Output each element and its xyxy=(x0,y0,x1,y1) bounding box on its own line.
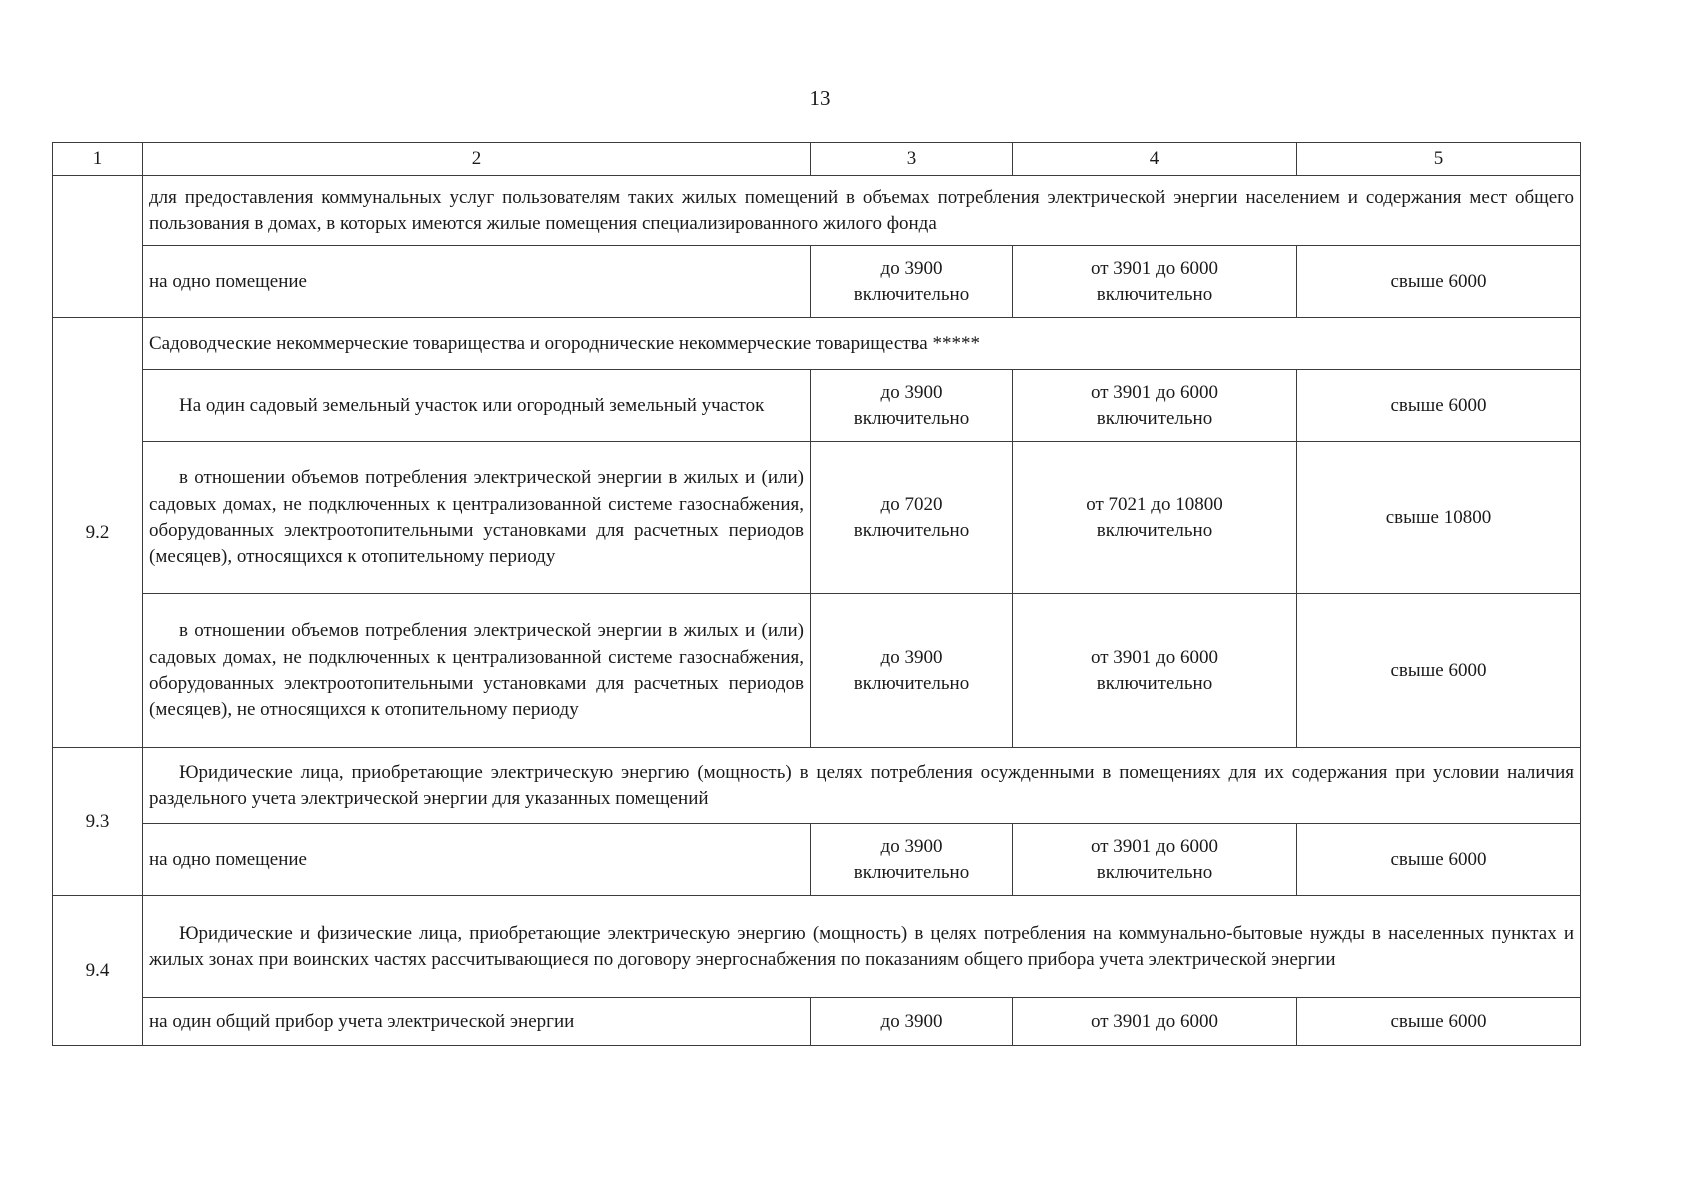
cell-col-4: от 3901 до 6000 xyxy=(1013,998,1297,1046)
header-col-1: 1 xyxy=(53,143,143,176)
cell-col-3: до 3900 включительно xyxy=(811,594,1013,748)
cell-col-5: свыше 6000 xyxy=(1297,246,1581,318)
table-row xyxy=(53,594,1581,748)
cell-col-3: до 3900 включительно xyxy=(811,370,1013,442)
row-number-cell: 9.4 xyxy=(53,896,143,1046)
cell-col-4: от 3901 до 6000 включительно xyxy=(1013,594,1297,748)
table-row xyxy=(53,748,1581,824)
header-col-2: 2 xyxy=(143,143,811,176)
section-text: Садоводческие некоммерческие товарищества и огороднические некоммерческие товарищества ***** xyxy=(143,318,1581,370)
section-text: для предоставления коммунальных услуг пользователям таких жилых помещений в объемах потребления электрической энергии населением и содержания мест общего пользования в домах, в которых имеются жилые помещения специализированного жилого фонда xyxy=(143,176,1581,246)
header-col-5: 5 xyxy=(1297,143,1581,176)
table-row xyxy=(53,442,1581,594)
header-col-3: 3 xyxy=(811,143,1013,176)
row-label: На один садовый земельный участок или огородный земельный участок xyxy=(143,370,811,442)
cell-col-3: до 3900 xyxy=(811,998,1013,1046)
row-label: на одно помещение xyxy=(143,246,811,318)
cell-col-3: до 3900 включительно xyxy=(811,246,1013,318)
section-text: Юридические лица, приобретающие электрическую энергию (мощность) в целях потребления осужденными в помещениях для их содержания при условии наличия раздельного учета электрической энергии для указанных помещений xyxy=(143,748,1581,824)
row-number-cell: 9.2 xyxy=(53,318,143,748)
cell-col-5: свыше 6000 xyxy=(1297,594,1581,748)
header-col-4: 4 xyxy=(1013,143,1297,176)
cell-col-5: свыше 10800 xyxy=(1297,442,1581,594)
cell-col-4: от 3901 до 6000 включительно xyxy=(1013,246,1297,318)
table-row xyxy=(53,176,1581,246)
table-row xyxy=(53,370,1581,442)
cell-col-3: до 7020 включительно xyxy=(811,442,1013,594)
row-number-cell xyxy=(53,176,143,318)
cell-col-4: от 7021 до 10800 включительно xyxy=(1013,442,1297,594)
cell-col-5: свыше 6000 xyxy=(1297,998,1581,1046)
cell-col-5: свыше 6000 xyxy=(1297,824,1581,896)
table-row xyxy=(53,998,1581,1046)
table-header-row xyxy=(53,143,1581,176)
tariff-table xyxy=(52,142,1581,1046)
row-label: в отношении объемов потребления электрической энергии в жилых и (или) садовых домах, не подключенных к централизованной системе газоснабжения, оборудованных электроотопительными установками для расчетных периодов (месяцев), относящихся к отопительному периоду xyxy=(143,442,811,594)
section-text: Юридические и физические лица, приобретающие электрическую энергию (мощность) в целях потребления на коммунально-бытовые нужды в населенных пунктах и жилых зонах при воинских частях рассчитывающиеся по договору энергоснабжения по показаниям общего прибора учета электрической энергии xyxy=(143,896,1581,998)
row-label: на один общий прибор учета электрической энергии xyxy=(143,998,811,1046)
row-label: в отношении объемов потребления электрической энергии в жилых и (или) садовых домах, не подключенных к централизованной системе газоснабжения, оборудованных электроотопительными установками для расчетных периодов (месяцев), не относящихся к отопительному периоду xyxy=(143,594,811,748)
table-row xyxy=(53,824,1581,896)
cell-col-4: от 3901 до 6000 включительно xyxy=(1013,824,1297,896)
table-row xyxy=(53,318,1581,370)
cell-col-3: до 3900 включительно xyxy=(811,824,1013,896)
row-label: на одно помещение xyxy=(143,824,811,896)
row-number-cell: 9.3 xyxy=(53,748,143,896)
page-number: 13 xyxy=(809,86,831,110)
cell-col-4: от 3901 до 6000 включительно xyxy=(1013,370,1297,442)
table-row xyxy=(53,896,1581,998)
cell-col-5: свыше 6000 xyxy=(1297,370,1581,442)
table-row xyxy=(53,246,1581,318)
